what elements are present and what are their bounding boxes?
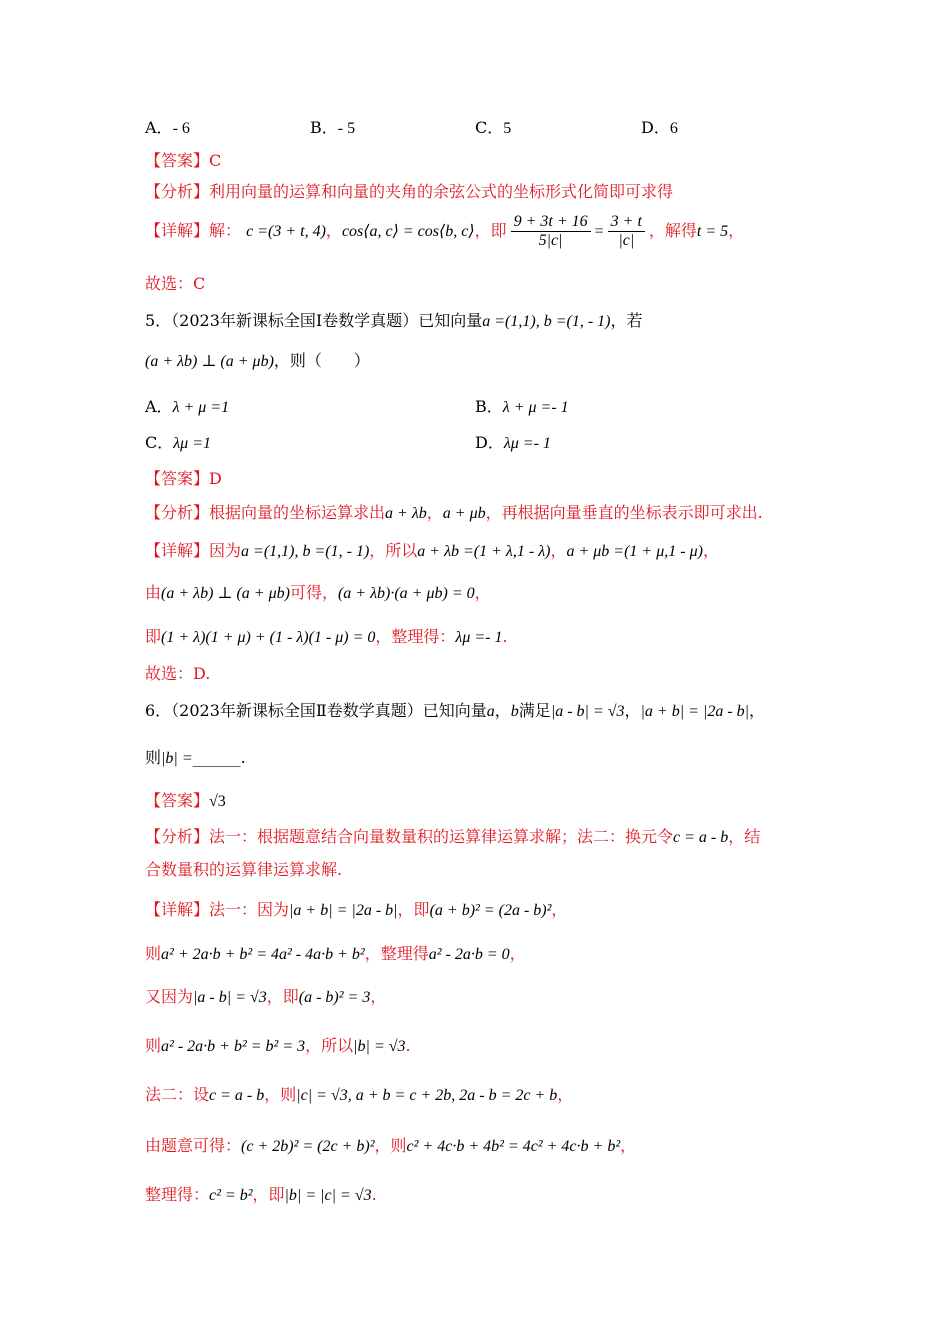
q6-detail-2: 则a² + 2a·b + b² = 4a² - 4a·b + b²，整理得a² - 2a·b = 0， xyxy=(145,944,526,963)
q5-detail-3: 即(1 + λ)(1 + μ) + (1 - λ)(1 - μ) = 0，整理得：λμ =- 1. xyxy=(145,627,508,646)
q6-detail-4: 则a² - 2a·b + b² = b² = 3，所以|b| = √3. xyxy=(145,1036,411,1055)
q5-choose: 故选：D. xyxy=(145,664,211,683)
q5-detail-1: 【详解】因为a =(1,1), b =(1, - 1)，所以a + λb =(1 + λ,1 - λ)，a + μb =(1 + μ,1 - μ)， xyxy=(145,541,719,560)
q4-fraction-left: $\frac{9 + 3t + 16}{5|c|}$ xyxy=(511,214,591,249)
q4-analysis: 【分析】利用向量的运算和向量的夹角的余弦公式的坐标形式化简即可求得 xyxy=(145,182,674,201)
q6-detail-3: 又因为|a - b| = √3，即(a - b)² = 3， xyxy=(145,987,387,1006)
q4-option-a: A．- 6 xyxy=(145,118,190,137)
q4-option-d: D．6 xyxy=(641,118,678,137)
q5-stem: 5．（2023年新课标全国Ⅰ卷数学真题）已知向量a =(1,1), b =(1, - 1)，若 xyxy=(145,311,643,330)
q5-option-c: C．λμ =1 xyxy=(145,433,212,452)
q6-detail-5: 法二：设c = a - b，则|c| = √3, a + b = c + 2b, 2a - b = 2c + b， xyxy=(145,1085,574,1104)
q5-detail-2: 由(a + λb) ⊥ (a + μb)可得，(a + λb)·(a + μb) = 0， xyxy=(145,583,491,602)
q4-choose: 故选：C xyxy=(145,274,206,293)
q4-option-b: B．- 5 xyxy=(310,118,356,137)
q4-answer: 【答案】C xyxy=(145,151,222,170)
q6-analysis-line2: 合数量积的运算律运算求解. xyxy=(145,860,343,879)
q6-detail-1: 【详解】法一：因为|a + b| = |2a - b|，即(a + b)² = (2a - b)²， xyxy=(145,900,568,919)
q5-option-b: B．λ + μ =- 1 xyxy=(475,397,569,416)
q5-stem-line2: (a + λb) ⊥ (a + μb)，则（ ） xyxy=(145,351,370,370)
q4-fraction-right: $\frac{3 + t}{|c|}$ xyxy=(608,214,645,249)
q5-option-a: A．λ + μ =1 xyxy=(145,397,230,416)
q5-option-d: D．λμ =- 1 xyxy=(475,433,551,452)
q4-detail: 【详解】解： c =(3 + t, 4)，cos⟨a, c⟩ = cos⟨b, c⟩，即 $\frac{9 + 3t + 16}{5|c|}$ = $\frac{3 + t}{|c|}$ ，解得t = 5， xyxy=(145,213,745,249)
q6-stem-line2: 则|b| =______. xyxy=(145,748,246,767)
q6-detail-6: 由题意可得：(c + 2b)² = (2c + b)²，则c² + 4c·b + 4b² = 4c² + 4c·b + b²， xyxy=(145,1136,637,1155)
q6-answer: 【答案】√3 xyxy=(145,791,226,810)
q6-stem: 6．（2023年新课标全国Ⅱ卷数学真题）已知向量a，b满足|a - b| = √3，|a + b| = |2a - b|， xyxy=(145,701,766,720)
q4-option-c: C．5 xyxy=(475,118,512,137)
q6-analysis: 【分析】法一：根据题意结合向量数量积的运算律运算求解；法二：换元令c = a - b，结 xyxy=(145,827,761,846)
q5-analysis: 【分析】根据向量的坐标运算求出a + λb，a + μb，再根据向量垂直的坐标表示即可求出. xyxy=(145,503,763,522)
q6-detail-7: 整理得：c² = b²，即|b| = |c| = √3. xyxy=(145,1185,377,1204)
q5-answer: 【答案】D xyxy=(145,469,222,488)
